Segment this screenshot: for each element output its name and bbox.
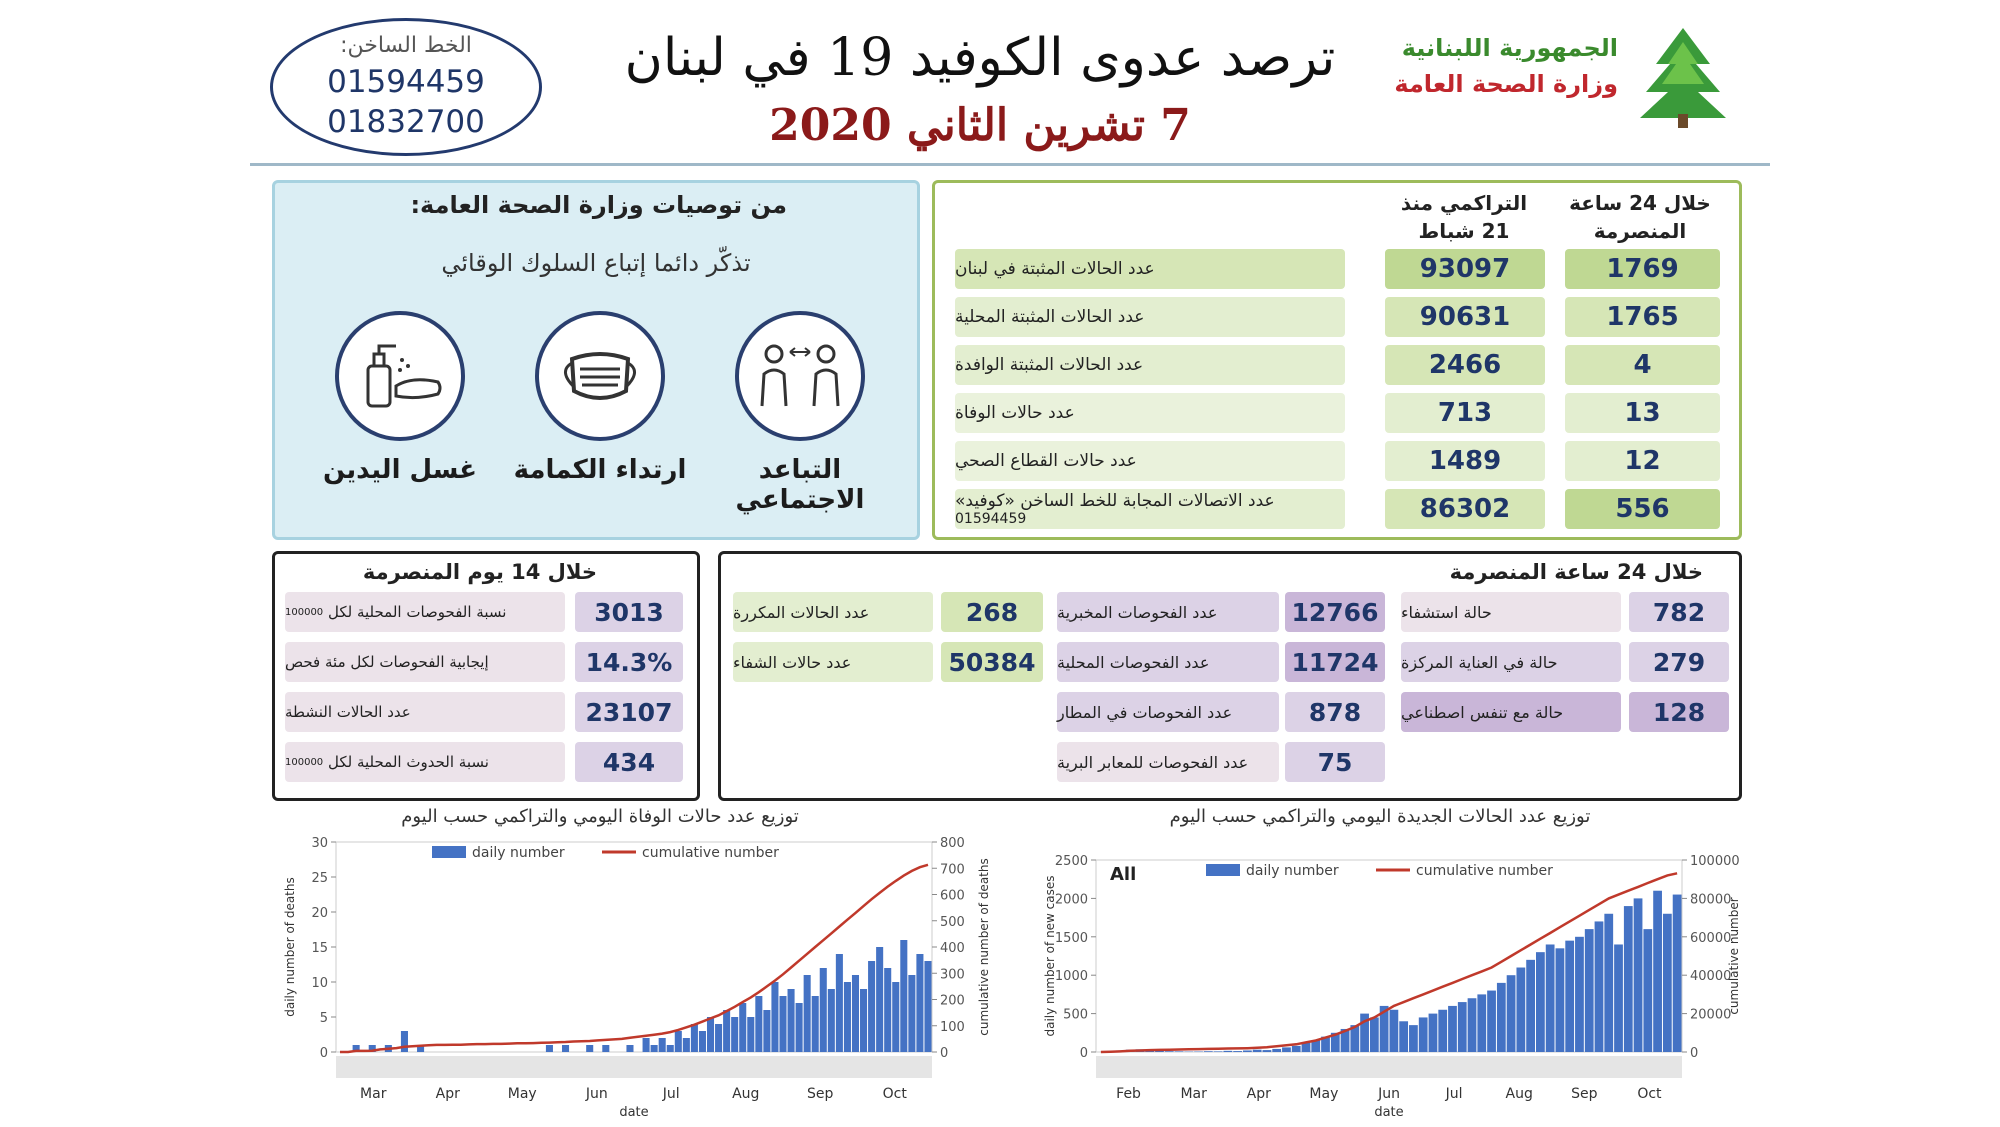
daily-bar (1516, 968, 1525, 1052)
daily-bar (659, 1038, 666, 1052)
daily-bar (763, 1010, 770, 1052)
daily-bar (651, 1045, 658, 1052)
daily-bar (602, 1045, 609, 1052)
daily-bar (852, 975, 859, 1052)
page-title: ترصد عدوى الكوفيد 19 في لبنان (624, 28, 1336, 88)
hospital-value: 128 (1629, 692, 1729, 732)
y2-tick-label: 80000 (1690, 892, 1732, 908)
stat-daily: 13 (1565, 393, 1720, 433)
x-axis-label: date (619, 1105, 649, 1120)
daily-bar (683, 1038, 690, 1052)
x-month-label: Apr (435, 1086, 460, 1102)
daily-bar (876, 947, 883, 1052)
hospital-row (1401, 592, 1731, 632)
daily-bar (626, 1045, 633, 1052)
recommendations-panel (272, 180, 920, 540)
daily-bar (1253, 1050, 1262, 1052)
daily-bar (1663, 914, 1672, 1052)
stat-row (955, 393, 1720, 433)
y2-tick-label: 0 (1690, 1046, 1699, 1061)
column-header-daily: خلال 24 ساعة المنصرمة (1569, 191, 1711, 243)
social-distancing-icon (735, 311, 865, 441)
legend-swatch-daily (1206, 864, 1240, 876)
hospital-label: حالة في العناية المركزة (1401, 642, 1621, 682)
y-tick-label: 2500 (1054, 854, 1088, 869)
twentyfour-hour-title: خلال 24 ساعة المنصرمة (1449, 560, 1703, 584)
column-header-cumulative: التراكمي منذ 21 شباط (1400, 191, 1528, 243)
daily-bar (1419, 1017, 1428, 1052)
daily-bar (1497, 983, 1506, 1052)
daily-bar (1292, 1046, 1301, 1052)
daily-bar (546, 1045, 553, 1052)
y-tick-label: 10 (311, 976, 328, 991)
daily-bar (1458, 1002, 1467, 1052)
y2-tick-label: 60000 (1690, 930, 1732, 946)
x-month-label: Mar (1180, 1086, 1207, 1102)
stat-cumulative: 90631 (1385, 297, 1545, 337)
daily-bar (1409, 1025, 1418, 1052)
daily-bar (1624, 906, 1633, 1052)
daily-bar (1643, 929, 1652, 1052)
recommendation-label: التباعد الاجتماعي (735, 455, 865, 515)
x-month-label: Jul (1445, 1086, 1463, 1102)
tests-value: 878 (1285, 692, 1385, 732)
other-row (733, 642, 1045, 682)
legend-label-daily: daily number (1246, 863, 1339, 879)
x-month-label: Feb (1116, 1086, 1141, 1102)
y-tick-label: 20 (311, 906, 328, 921)
y2-tick-label: 800 (940, 836, 965, 851)
daily-bar (1575, 937, 1584, 1052)
cases-chart (1022, 830, 1762, 1122)
fourteen-day-value: 14.3% (575, 642, 683, 682)
recommendation-face-mask (505, 311, 695, 485)
daily-bar (779, 996, 786, 1052)
tests-label: عدد الفحوصات المخبرية (1057, 592, 1279, 632)
fourteen-day-value: 434 (575, 742, 683, 782)
fourteen-day-label (285, 592, 565, 632)
stat-label: عدد الحالات المثبتة في لبنان (955, 249, 1345, 289)
daily-bar (723, 1010, 730, 1052)
stat-label: عدد الحالات المثبتة المحلية (955, 297, 1345, 337)
y2-tick-label: 600 (940, 888, 965, 904)
stat-label: عدد حالات الوفاة (955, 393, 1345, 433)
daily-bar (1165, 1051, 1174, 1052)
y-tick-label: 1000 (1054, 969, 1088, 985)
deaths-chart-title: توزيع عدد حالات الوفاة اليومي والتراكمي حسب اليوم (401, 806, 799, 827)
daily-bar (771, 982, 778, 1052)
y2-tick-label: 100000 (1690, 854, 1740, 869)
hospital-value: 279 (1629, 642, 1729, 682)
fourteen-day-row (285, 742, 687, 782)
tests-row (1057, 742, 1387, 782)
hospital-value: 782 (1629, 592, 1729, 632)
daily-bar (1477, 994, 1486, 1052)
cedar-tree-icon (1628, 22, 1738, 132)
recommendations-title: من توصيات وزارة الصحة العامة: (410, 191, 787, 219)
y-tick-label: 2000 (1054, 892, 1088, 908)
recommendation-label: ارتداء الكمامة (513, 455, 687, 485)
x-month-label: Sep (807, 1086, 834, 1102)
stat-label-subtext: 01594459 (955, 511, 1027, 527)
daily-bar (1243, 1050, 1252, 1052)
hospital-row (1401, 642, 1731, 682)
stat-row (955, 297, 1720, 337)
daily-bar (691, 1024, 698, 1052)
fourteen-day-value: 3013 (575, 592, 683, 632)
x-month-label: May (1309, 1086, 1339, 1102)
stat-label: عدد حالات القطاع الصحي (955, 441, 1345, 481)
other-label: عدد الحالات المكررة (733, 592, 933, 632)
x-axis-band (336, 1056, 932, 1078)
daily-bar (1526, 960, 1535, 1052)
daily-bar (731, 1017, 738, 1052)
stat-daily: 4 (1565, 345, 1720, 385)
daily-bar (1282, 1047, 1291, 1052)
daily-bar (1263, 1050, 1272, 1052)
daily-bar (699, 1031, 706, 1052)
y2-tick-label: 200 (940, 993, 965, 1009)
y2-axis-label: cumulative number of deaths (977, 858, 991, 1036)
stat-row (955, 345, 1720, 385)
stat-daily: 556 (1565, 489, 1720, 529)
tests-value: 11724 (1285, 642, 1385, 682)
stat-row (955, 489, 1720, 529)
x-month-label: May (507, 1086, 537, 1102)
daily-bar (796, 1003, 803, 1052)
daily-bar (586, 1045, 593, 1052)
stat-label: عدد الحالات المثبتة الوافدة (955, 345, 1345, 385)
y-tick-label: 0 (319, 1046, 328, 1061)
y2-tick-label: 700 (940, 862, 965, 878)
fourteen-day-label: عدد الحالات النشطة (285, 692, 565, 732)
y-tick-label: 500 (1063, 1007, 1088, 1023)
stat-label-text: عدد الاتصالات المجابة للخط الساخن «كوفيد» (955, 491, 1275, 511)
hand-washing-icon (335, 311, 465, 441)
x-axis-label: date (1374, 1105, 1404, 1120)
stat-cumulative: 93097 (1385, 249, 1545, 289)
daily-bar (1214, 1051, 1223, 1052)
face-mask-icon (535, 311, 665, 441)
tests-row (1057, 592, 1387, 632)
stat-cumulative: 713 (1385, 393, 1545, 433)
y2-tick-label: 0 (940, 1046, 949, 1061)
y2-tick-label: 300 (940, 967, 965, 983)
y-tick-label: 30 (311, 836, 328, 851)
x-month-label: Apr (1246, 1086, 1271, 1102)
stat-row (955, 249, 1720, 289)
tests-value: 75 (1285, 742, 1385, 782)
header-divider (250, 163, 1770, 166)
y-tick-label: 1500 (1054, 930, 1088, 946)
stat-row (955, 441, 1720, 481)
y-tick-label: 15 (311, 941, 328, 956)
daily-bar (900, 940, 907, 1052)
daily-bar (828, 989, 835, 1052)
y2-tick-label: 20000 (1690, 1007, 1732, 1023)
tests-label: عدد الفحوصات للمعابر البرية (1057, 742, 1279, 782)
y-tick-label: 0 (1079, 1046, 1088, 1061)
hotline-badge (270, 18, 542, 156)
fourteen-day-value: 23107 (575, 692, 683, 732)
daily-bar (804, 975, 811, 1052)
x-month-label: Aug (732, 1086, 760, 1102)
main-stats-panel (932, 180, 1742, 540)
other-label: عدد حالات الشفاء (733, 642, 933, 682)
recommendation-label: غسل اليدين (323, 455, 477, 485)
daily-bar (1399, 1021, 1408, 1052)
daily-bar (747, 1017, 754, 1052)
hospital-row (1401, 692, 1731, 732)
daily-bar (924, 961, 931, 1052)
daily-bar (836, 954, 843, 1052)
daily-bar (860, 989, 867, 1052)
daily-bar (1429, 1014, 1438, 1052)
hotline-number: 01594459 (327, 63, 485, 100)
daily-bar (1634, 898, 1643, 1052)
x-month-label: Mar (360, 1086, 387, 1102)
other-row (733, 592, 1045, 632)
y2-tick-label: 100 (940, 1019, 965, 1035)
stat-daily: 1765 (1565, 297, 1720, 337)
daily-bar (1614, 944, 1623, 1052)
y2-tick-label: 400 (940, 941, 965, 956)
hotline-label: الخط الساخن: (340, 32, 472, 58)
x-month-label: Aug (1505, 1086, 1533, 1102)
daily-bar (1604, 914, 1613, 1052)
daily-bar (1653, 891, 1662, 1052)
republic-name: الجمهورية اللبنانية (1401, 34, 1618, 62)
daily-bar (667, 1045, 674, 1052)
fourteen-day-label (285, 742, 565, 782)
other-value: 50384 (941, 642, 1043, 682)
x-month-label: Jun (585, 1086, 608, 1102)
stat-daily: 1769 (1565, 249, 1720, 289)
fourteen-day-panel (272, 551, 700, 801)
daily-bar (1233, 1051, 1242, 1052)
report-date: 7 تشرين الثاني 2020 (769, 100, 1191, 151)
daily-bar (643, 1038, 650, 1052)
daily-bar (707, 1017, 714, 1052)
chart-annotation: All (1110, 864, 1137, 885)
fourteen-day-label-text: نسبة الحدوث المحلية لكل (327, 753, 489, 771)
twentyfour-hour-panel (718, 551, 1742, 801)
daily-bar (908, 975, 915, 1052)
tests-row (1057, 642, 1387, 682)
fourteen-day-unit: 100000 (285, 756, 324, 768)
daily-bar (1272, 1049, 1281, 1052)
daily-bar (1507, 975, 1516, 1052)
daily-bar (739, 1003, 746, 1052)
daily-bar (1370, 1017, 1379, 1052)
fourteen-day-label: إيجابية الفحوصات لكل مئة فحص (285, 642, 565, 682)
daily-bar (892, 982, 899, 1052)
legend-label-cumulative: cumulative number (1416, 863, 1553, 879)
daily-bar (1565, 941, 1574, 1052)
y2-tick-label: 500 (940, 914, 965, 930)
daily-bar (1585, 929, 1594, 1052)
daily-bar (1673, 895, 1682, 1052)
hotline-number: 01832700 (327, 103, 485, 140)
daily-bar (812, 996, 819, 1052)
y-axis-label: daily number of deaths (283, 877, 297, 1017)
stat-cumulative: 1489 (1385, 441, 1545, 481)
y2-axis-label: cumulative number (1727, 897, 1741, 1015)
daily-bar (675, 1031, 682, 1052)
x-month-label: Jul (662, 1086, 680, 1102)
daily-bar (1223, 1051, 1232, 1052)
ministry-name: وزارة الصحة العامة (1394, 70, 1618, 98)
y2-tick-label: 40000 (1690, 969, 1732, 985)
daily-bar (1468, 998, 1477, 1052)
fourteen-day-title: خلال 14 يوم المنصرمة (362, 560, 597, 584)
daily-bar (715, 1024, 722, 1052)
y-axis-label: daily number of new cases (1043, 875, 1057, 1037)
legend-label-cumulative: cumulative number (642, 845, 779, 861)
daily-bar (1595, 921, 1604, 1052)
stat-cumulative: 2466 (1385, 345, 1545, 385)
daily-bar (1448, 1006, 1457, 1052)
cases-chart-title: توزيع عدد الحالات الجديدة اليومي والتراكمي حسب اليوم (1169, 806, 1591, 827)
y-tick-label: 25 (311, 871, 328, 886)
daily-bar (755, 996, 762, 1052)
daily-bar (1390, 1010, 1399, 1052)
stat-cumulative: 86302 (1385, 489, 1545, 529)
daily-bar (884, 968, 891, 1052)
other-value: 268 (941, 592, 1043, 632)
daily-bar (916, 954, 923, 1052)
y-tick-label: 5 (319, 1011, 328, 1026)
plot-area (1096, 860, 1682, 1052)
daily-bar (401, 1031, 408, 1052)
x-month-label: Jun (1378, 1086, 1400, 1102)
hospital-label: حالة مع تنفس اصطناعي (1401, 692, 1621, 732)
recommendation-social-distancing (705, 311, 895, 515)
daily-bar (1487, 991, 1496, 1052)
x-axis-band (1096, 1056, 1682, 1078)
daily-bar (562, 1045, 569, 1052)
daily-bar (868, 961, 875, 1052)
x-month-label: Oct (1637, 1086, 1662, 1102)
recommendations-subtitle: تذكّر دائما إتباع السلوك الوقائي (441, 249, 751, 277)
tests-value: 12766 (1285, 592, 1385, 632)
tests-row (1057, 692, 1387, 732)
daily-bar (1204, 1051, 1213, 1052)
daily-bar (1556, 948, 1565, 1052)
x-month-label: Sep (1571, 1086, 1598, 1102)
stat-daily: 12 (1565, 441, 1720, 481)
deaths-chart (262, 830, 1002, 1122)
x-month-label: Oct (882, 1086, 907, 1102)
legend-label-daily: daily number (472, 845, 565, 861)
fourteen-day-label-text: نسبة الفحوصات المحلية لكل (327, 603, 507, 621)
daily-bar (788, 989, 795, 1052)
legend-swatch-daily (432, 846, 466, 858)
fourteen-day-row (285, 692, 687, 732)
daily-bar (1438, 1010, 1447, 1052)
fourteen-day-unit: 100000 (285, 606, 324, 618)
stat-label (955, 489, 1345, 529)
daily-bar (844, 982, 851, 1052)
daily-bar (1175, 1051, 1184, 1052)
daily-bar (820, 968, 827, 1052)
daily-bar (1536, 952, 1545, 1052)
fourteen-day-row (285, 592, 687, 632)
tests-label: عدد الفحوصات المحلية (1057, 642, 1279, 682)
fourteen-day-row (285, 642, 687, 682)
recommendation-hand-washing (305, 311, 495, 485)
daily-bar (1546, 944, 1555, 1052)
tests-label: عدد الفحوصات في المطار (1057, 692, 1279, 732)
hospital-label: حالة استشفاء (1401, 592, 1621, 632)
